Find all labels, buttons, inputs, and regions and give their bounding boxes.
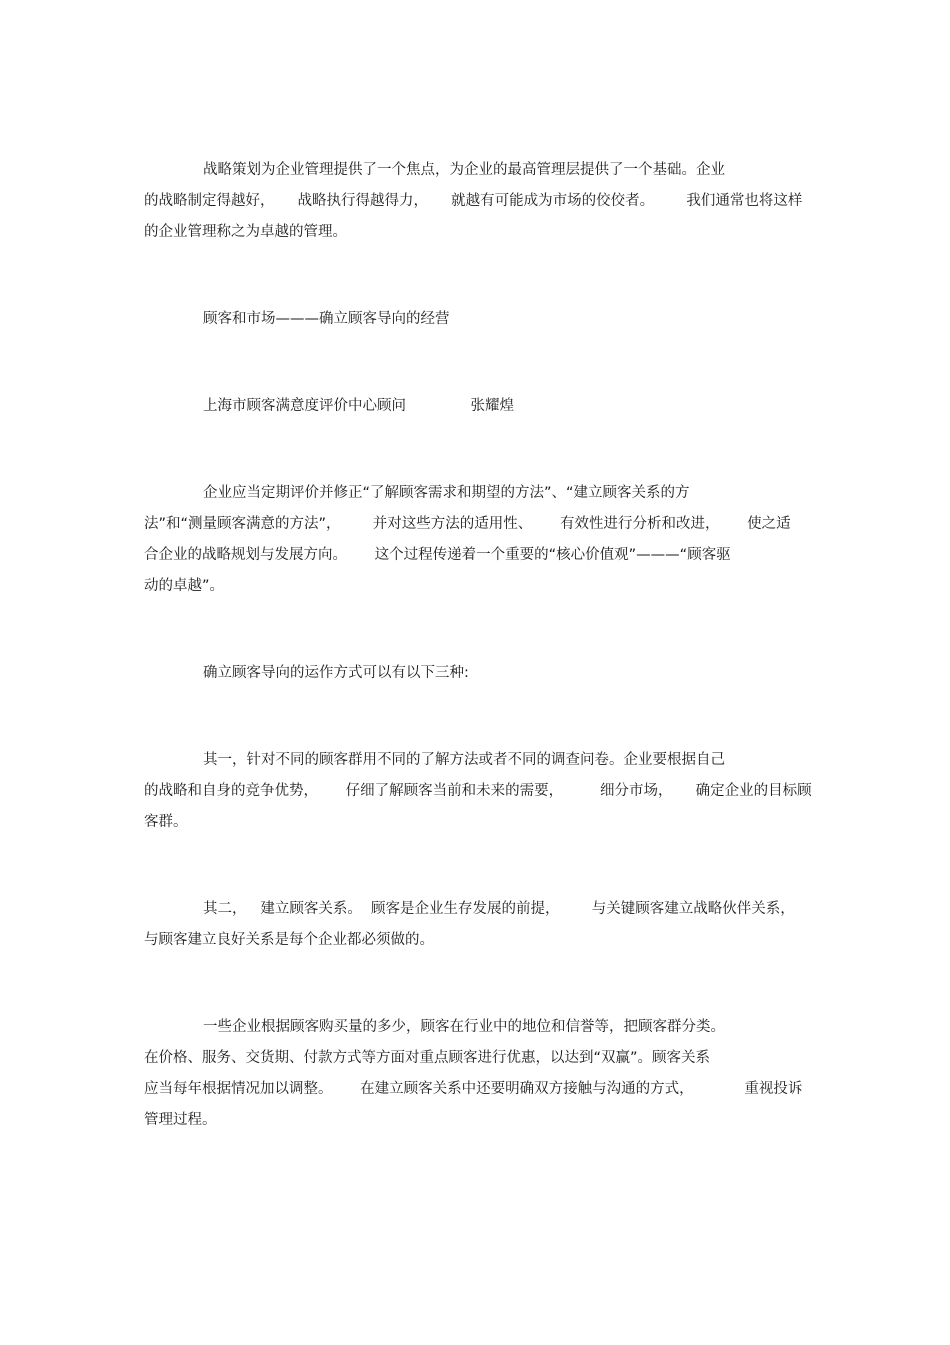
paragraph-second-line-2: 与顾客建立良好关系是每个企业都必须做的。	[144, 932, 434, 948]
paragraph-first-line-3: 客群。	[144, 814, 188, 830]
paragraph-second-line-1: 其二， 建立顾客关系。 顾客是企业生存发展的前提， 与关键顾客建立战略伙伴关系，	[203, 901, 795, 917]
paragraph-classify-line-2: 在价格、服务、交货期、付款方式等方面对重点顾客进行优惠，以达到“双赢”。顾客关系	[144, 1050, 711, 1066]
section-title: 顾客和市场———确立顾客导向的经营	[203, 311, 450, 327]
paragraph-classify-line-1: 一些企业根据顾客购买量的多少，顾客在行业中的地位和信誉等，把顾客群分类。	[203, 1019, 725, 1035]
paragraph-first-line-2: 的战略和自身的竞争优势， 仔细了解顾客当前和未来的需要， 细分市场， 确定企业的目标顾	[144, 783, 812, 799]
paragraph-classify-line-4: 管理过程。	[144, 1112, 217, 1128]
paragraph-classify-line-3: 应当每年根据情况加以调整。 在建立顾客关系中还要明确双方接触与沟通的方式， 重视投诉	[144, 1081, 803, 1097]
paragraph-intro-line-2: 的战略制定得越好， 战略执行得越得力， 就越有可能成为市场的佼佼者。 我们通常也将这样	[144, 193, 803, 209]
paragraph-intro-line-1: 战略策划为企业管理提供了一个焦点，为企业的最高管理层提供了一个基础。企业	[203, 162, 725, 178]
paragraph-three-ways: 确立顾客导向的运作方式可以有以下三种:	[203, 665, 469, 681]
paragraph-evaluate-line-1: 企业应当定期评价并修正“了解顾客需求和期望的方法”、“建立顾客关系的方	[203, 485, 690, 501]
author-line: 上海市顾客满意度评价中心顾问 张耀煌	[203, 398, 515, 414]
paragraph-evaluate-line-4: 动的卓越”。	[144, 578, 225, 594]
paragraph-first-line-1: 其一，针对不同的顾客群用不同的了解方法或者不同的调查问卷。企业要根据自己	[203, 752, 725, 768]
paragraph-evaluate-line-3: 合企业的战略规划与发展方向。 这个过程传递着一个重要的“核心价值观”———“顾客驱	[144, 547, 731, 563]
paragraph-intro-line-3: 的企业管理称之为卓越的管理。	[144, 224, 347, 240]
paragraph-evaluate-line-2: 法”和“测量顾客满意的方法”， 并对这些方法的适用性、 有效性进行分析和改进， 使之适	[144, 516, 791, 532]
